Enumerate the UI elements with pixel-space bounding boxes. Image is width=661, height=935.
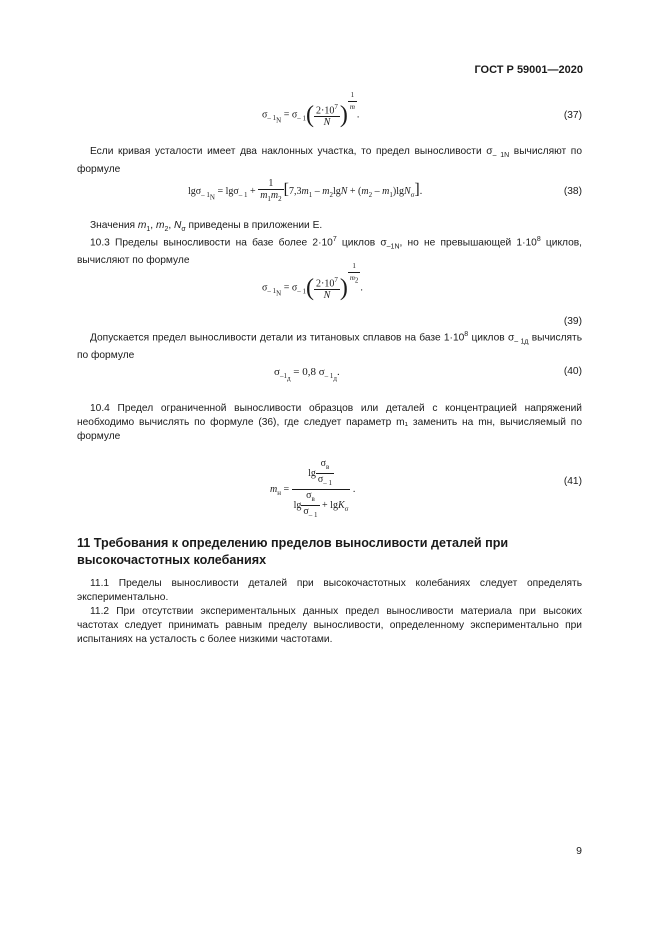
formula-38: lgσ$_{- 1_N}$ = lgσ$_{- 1}$ + $\frac{1}{m_1m_2}$ $[7,3m_1 - m_2\lg N + (m_2 - m_1)\lg N_\sigma]$. (188, 178, 423, 203)
equation-number-37: (37) (563, 110, 582, 121)
equation-number-38: (38) (563, 186, 582, 197)
formula-37: $\sigma_{- 1_N} = \sigma_{- 1}$( $\frac{2\cdot 10^7}{N}$ ) $\frac{1}{m}$ . (262, 90, 360, 129)
formula-40: $\sigma_{-1_д} = 0,8$ $\sigma_{- 1_д}$. (274, 366, 340, 383)
paragraph-10-4: 10.4 Предел ограниченной выносливости образцов или деталей с концентрацией напряжений необходимо вычислять по формуле (36), где следует параметр m₁ заменить на mн, вычисляемый по формуле (77, 403, 582, 442)
paragraph-two-slopes: Если кривая усталости имеет два наклонных участка, то предел выносливости $\sigma_{- 1N}$ вычисляют по формуле (77, 146, 582, 176)
equation-number-40: (40) (563, 366, 582, 377)
formula-41: $m_н$ = lg $\frac{\sigma_в}{\sigma_{- 1}}$ lg $\frac{\sigma_в}{\sigma_{- 1}}$ + lgK$_\sigma$ . (270, 458, 356, 519)
paragraph-titanium: Допускается предел выносливости детали из титановых сплавов на базе $1\cdot 10^8$ циклов $\sigma_{- 1д}$ вычислять по формуле (77, 331, 583, 362)
document-header: ГОСТ Р 59001—2020 (474, 64, 583, 76)
equation-number-41: (41) (563, 476, 582, 487)
section-heading: 11 Требования к определению пределов выносливости деталей при высокочастотных колебаниях (77, 536, 509, 567)
paragraph-11-1: 11.1 Пределы выносливости деталей при высокочастотных колебаниях следует определять экспериментально. (77, 578, 582, 603)
paragraph-11-2: 11.2 При отсутствии экспериментальных данных предел выносливости материала при высоких частотах следует принимать равным пределу выносливости, определенному экспериментально при испытаниях на усталость с более низкими частотами. (77, 606, 582, 645)
formula-39: $\sigma_{- 1_N} = \sigma_{- 1}$( $\frac{2\cdot 10^7}{N}$ ) $\frac{1}{m_2}$ . (262, 262, 363, 302)
page-number: 9 (576, 845, 582, 857)
equation-number-39: (39) (563, 316, 582, 327)
paragraph-values: Значения $m_1$, $m_2$, $N_\sigma$ приведены в приложении Е. (90, 220, 323, 234)
paragraph-10-3: 10.3 Пределы выносливости на базе более $2\cdot 10^7$ циклов $\sigma_{-1N}$, но не превышающей $1\cdot 10^8$ циклов, вычисляют по формуле (77, 236, 582, 267)
